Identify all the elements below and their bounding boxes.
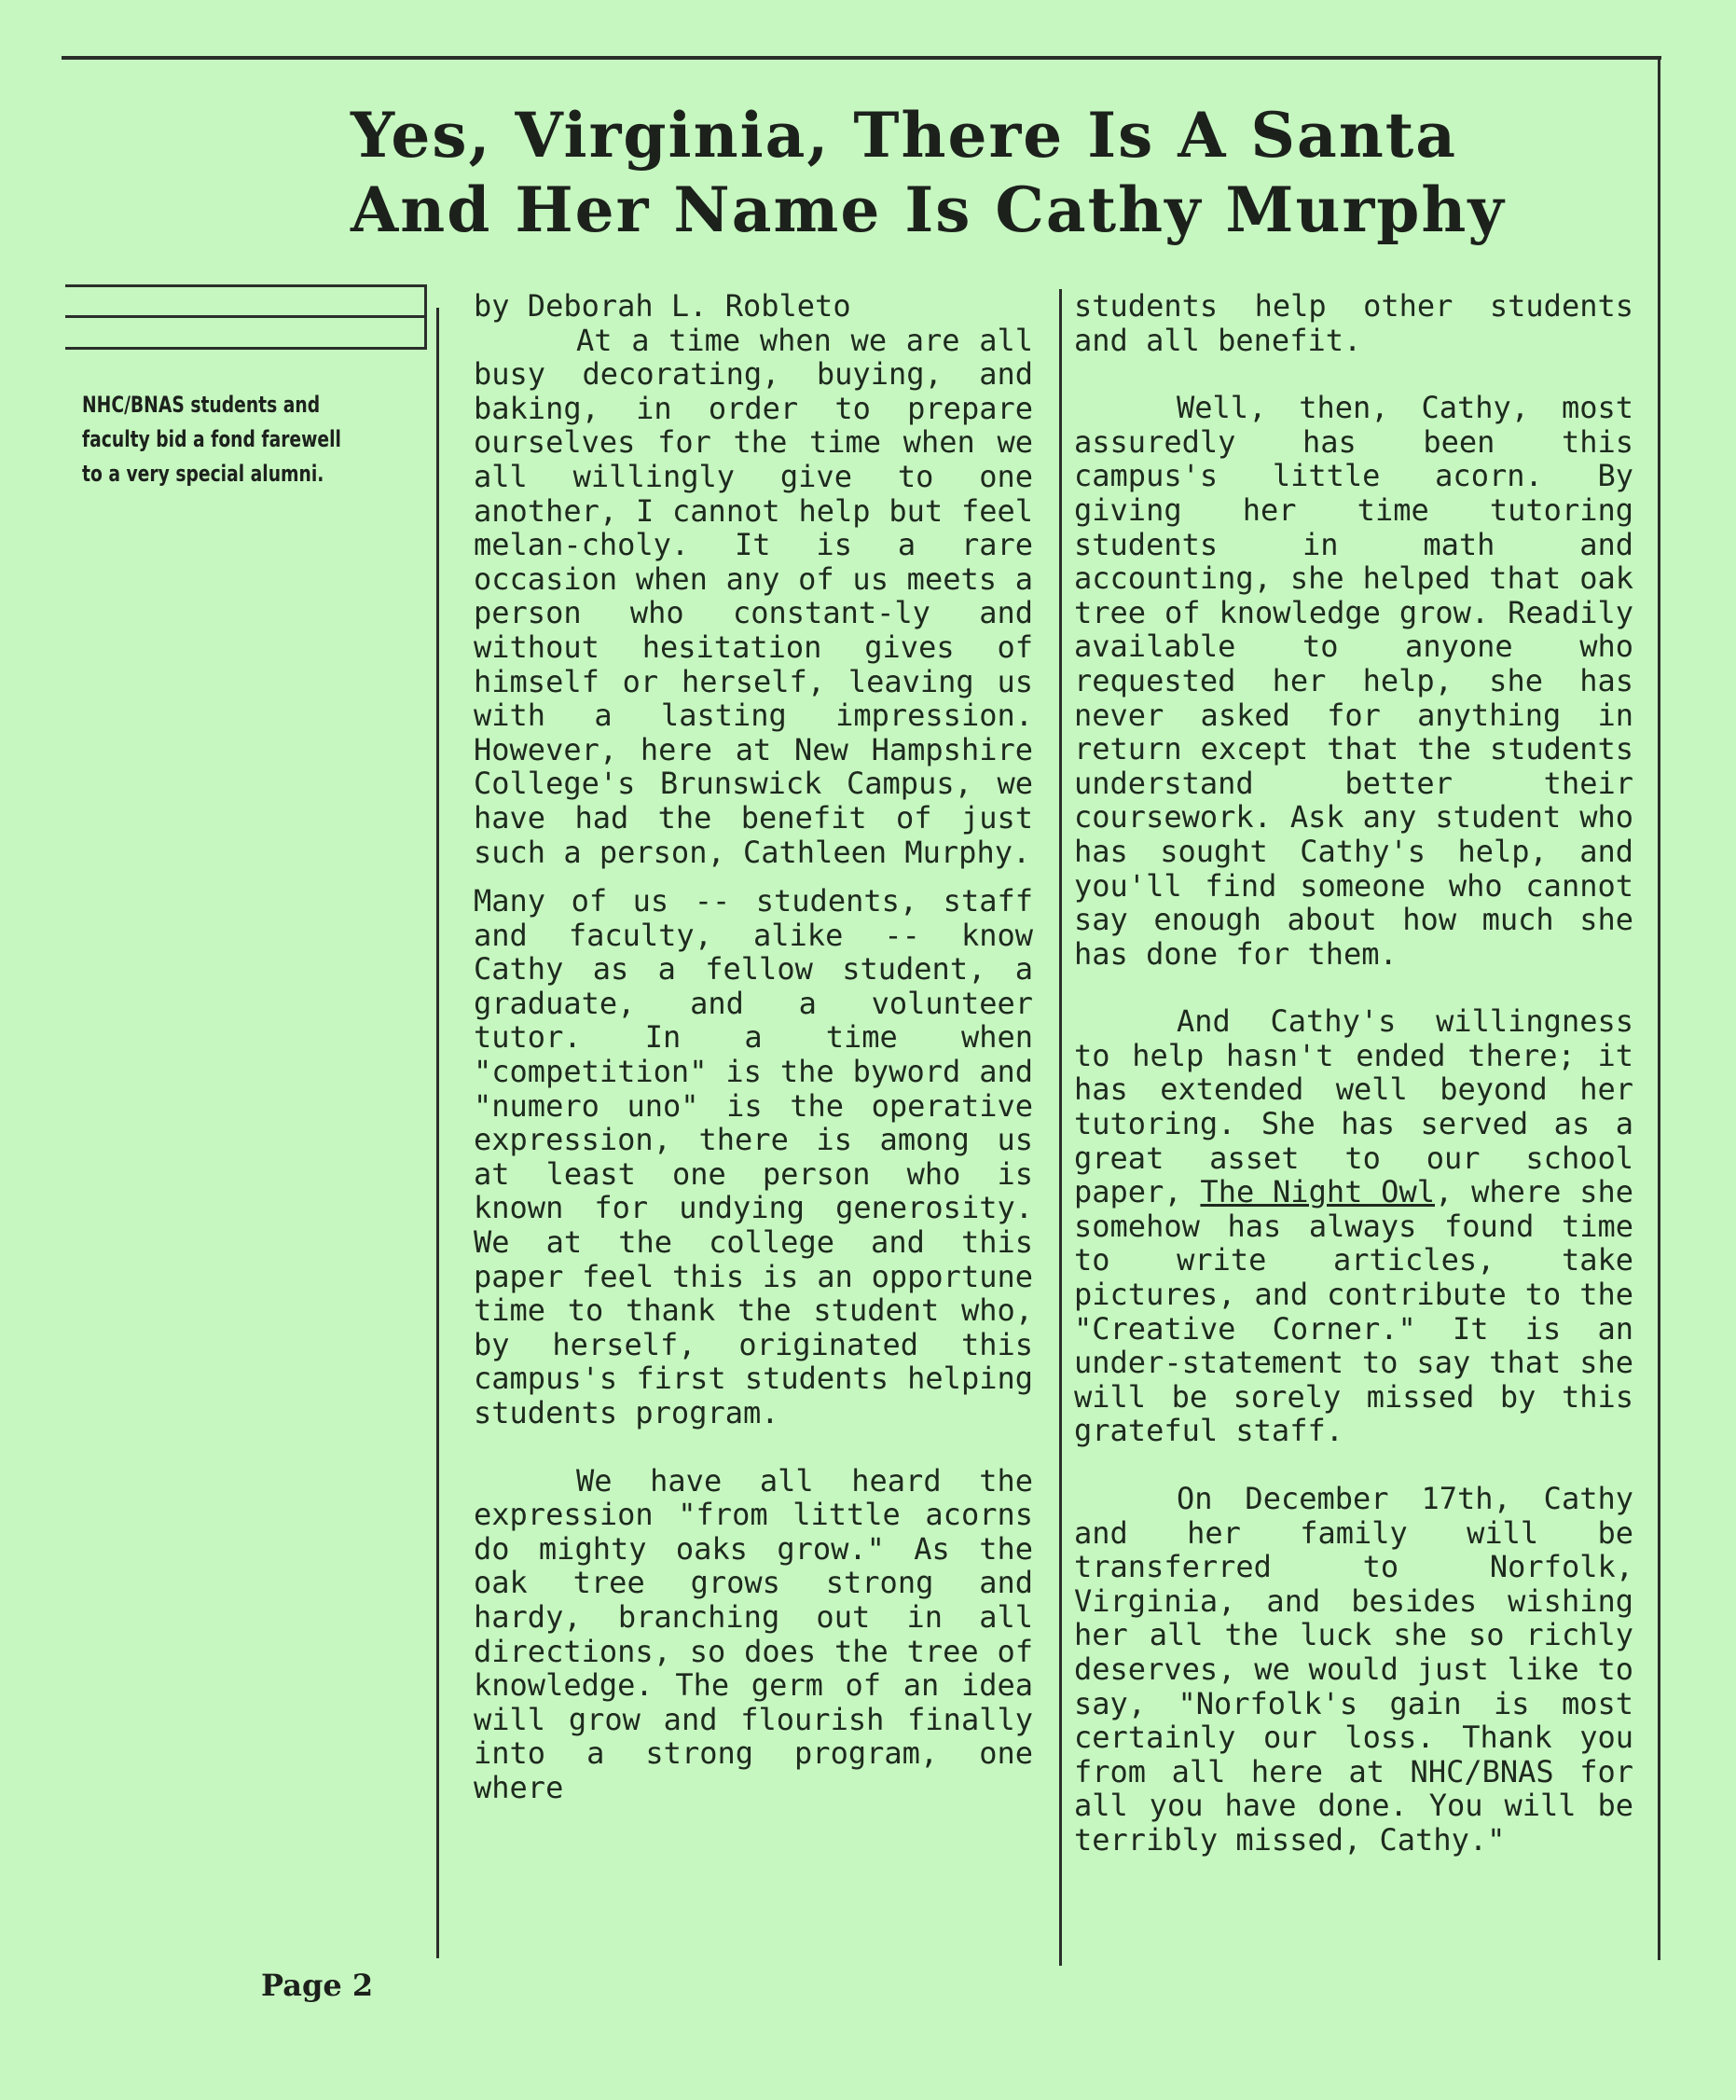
sidebar-divider — [424, 284, 427, 350]
article-paragraph: At a time when we are all busy decorating, buying, and baking, in order to prepare ourselves for the time when we all willingly give to one another, I cannot help but feel melan-choly. It is a rare occasion when any of us meets a person who constant-ly and without hesitation gives of himself or herself, leaving us with a lasting impression. However, here at New Hampshire College's Brunswick Campus, we have had the benefit of just such a person, Cathleen Murphy. — [474, 322, 1033, 870]
sidebar-rule-1 — [65, 284, 424, 287]
photo-caption: NHC/BNAS students and faculty bid a fond farewell to a very special alumni. — [82, 392, 341, 487]
article-paragraph: Many of us -- students, staff and faculty, alike -- know Cathy as a fellow student, a graduate, and a volunteer tutor. In a time when "competition" is the byword and "numero uno" is the operative expression, there is among us at least one person who is known for undying generosity. We at the college and this paper feel this is an opportune time to thank the student who, by herself, originated this campus's first students helping students program. — [474, 883, 1033, 1430]
paragraph-text: , where she somehow has always found time to write articles, take pictures, and contribute to the "Creative Corner." It is an under-statement to say that she will be sorely missed by this grateful staff. — [1074, 1174, 1634, 1449]
headline-line-2: And Her Name Is Cathy Murphy — [351, 173, 1506, 246]
top-rule — [62, 56, 1661, 60]
column-rule-left — [436, 308, 439, 1958]
article-paragraph: Well, then, Cathy, most assuredly has been this campus's little acorn. By giving her time tutoring students in math and accounting, she helped that oak tree of knowledge grow. Readily available to anyone who requested her help, she has never asked for anything in return except that the students understand better their coursework. Ask any student who has sought Cathy's help, and you'll find someone who cannot say enough about how much she has done for them. — [1074, 390, 1633, 972]
newspaper-title: The Night Owl — [1200, 1174, 1435, 1210]
sidebar-rule-3 — [65, 347, 424, 350]
headline — [351, 98, 1656, 247]
column-rule-middle — [1059, 289, 1062, 1966]
right-rule — [1658, 58, 1660, 1960]
page-number: Page 2 — [261, 1968, 374, 2003]
article-paragraph: We have all heard the expression "from little acorns do mighty oaks grow." As the oak tree grows strong and hardy, branching out in all directions, so does the tree of knowledge. The germ of an idea will grow and flourish finally into a strong program, one where — [474, 1462, 1033, 1805]
headline-line-1: Yes, Virginia, There Is A Santa — [351, 99, 1458, 172]
byline: by Deborah L. Robleto — [474, 288, 851, 324]
article-paragraph: On December 17th, Cathy and her family will be transferred to Norfolk, Virginia, and besides wishing her all the luck she so richly deserves, we would just like to say, "Norfolk's gain is most certainly our loss. Thank you from all here at NHC/BNAS for all you have done. You will be terribly missed, Cathy." — [1074, 1481, 1633, 1858]
article-paragraph — [1074, 1004, 1633, 1448]
article-column-2 — [1074, 289, 1633, 1858]
article-column-1 — [474, 289, 1033, 1805]
paragraph-text: And Cathy's willingness to help hasn't ended there; it has extended well beyond her tutoring. She has served as a great asset to our school paper, — [1074, 1003, 1633, 1210]
sidebar-rule-2 — [65, 315, 424, 318]
article-paragraph: students help other students and all benefit. — [1074, 288, 1633, 358]
